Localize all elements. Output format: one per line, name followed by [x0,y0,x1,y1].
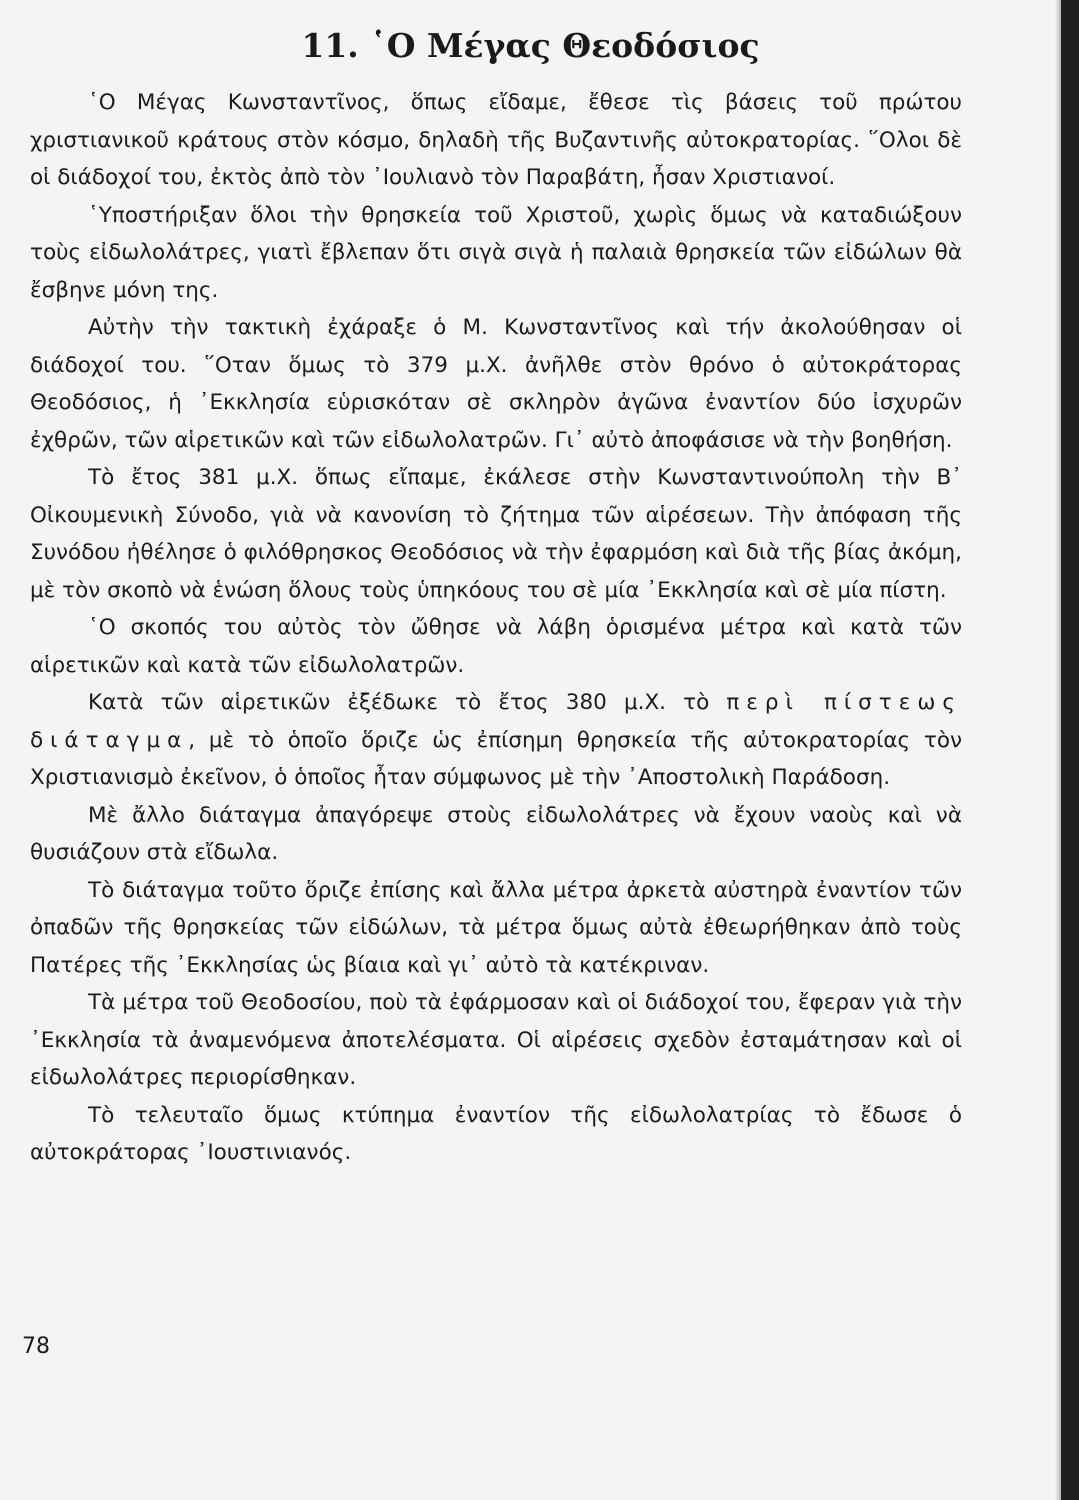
paragraph-3: Αὐτὴν τὴν τακτικὴ ἐχάραξε ὁ Μ. Κωνσταντῖνος καὶ τήν ἀκολούθησαν οἱ διάδοχοί του. ῞Οταν ὅμως τὸ 379 μ.Χ. ἀνῆλθε στὸν θρόνο ὁ αὐτοκράτορας Θεοδόσιος, ἡ ᾿Εκκλησία εὑρισκόταν σὲ σκληρὸν ἀγῶνα ἐναντίον δύο ἰσχυρῶν ἐχθρῶν, τῶν αἱρετικῶν καὶ τῶν εἰδωλολατρῶν. Γι᾿ αὐτὸ ἀποφάσισε νὰ τὴν βοηθήση. [30,315,962,453]
paragraph-4: Τὸ ἔτος 381 μ.Χ. ὅπως εἴπαμε, ἐκάλεσε στὴν Κωνσταντινούπολη τὴν Β᾿ Οἰκουμενικὴ Σύνοδο, γιὰ νὰ κανονίση τὸ ζήτημα τῶν αἱρέσεων. Τὴν ἀπόφαση τῆς Συνόδου ἠθέλησε ὁ φιλόθρησκος Θεοδόσιος νὰ τὴν ἐφαρμόση καὶ διὰ τῆς βίας ἀκόμη, μὲ τὸν σκοπὸ νὰ ἑνώση ὅλους τοὺς ὑπηκόους του σὲ μία ᾿Εκκλησία καὶ σὲ μία πίστη. [30,465,962,603]
paragraph-2: ῾Υποστήριξαν ὅλοι τὴν θρησκεία τοῦ Χριστοῦ, χωρὶς ὅμως νὰ καταδιώξουν τοὺς εἰδωλολάτρες, γιατὶ ἔβλεπαν ὅτι σιγὰ σιγὰ ἡ παλαιὰ θρησκεία τῶν εἰδώλων θὰ ἔσβηνε μόνη της. [30,202,962,303]
decree-text-before: Κατὰ τῶν αἱρετικῶν ἐξέδωκε τὸ ἔτος 380 μ.Χ. τὸ [88,690,727,715]
paragraph-6-decree [30,684,962,797]
paragraph-9: Τὰ μέτρα τοῦ Θεοδοσίου, ποὺ τὰ ἐφάρμοσαν καὶ οἱ διάδοχοί του, ἔφεραν γιὰ τὴν ᾿Εκκλησία τὰ ἀναμενόμενα ἀποτελέσματα. Οἱ αἱρέσεις σχεδὸν ἐσταμάτησαν καὶ οἱ εἰδωλολάτρες περιορίσθηκαν. [30,990,962,1090]
page-number: 78 [22,1334,50,1359]
paragraph-5: ῾Ο σκοπός του αὐτὸς τὸν ὤθησε νὰ λάβη ὁρισμένα μέτρα καὶ κατὰ τῶν αἱρετικῶν καὶ κατὰ τῶν εἰδωλολατρῶν. [30,615,962,678]
chapter-body [30,84,962,1172]
page-edge [1061,0,1079,1500]
paragraph-10: Τὸ τελευταῖο ὅμως κτύπημα ἐναντίον τῆς εἰδωλολατρίας τὸ ἔδωσε ὁ αὐτοκράτορας ᾿Ιουστινιανός. [30,1102,962,1165]
decree-title-spaced: περὶ πίστεως διάταγμα [30,690,962,753]
paragraph-8: Τὸ διάταγμα τοῦτο ὅριζε ἐπίσης καὶ ἄλλα μέτρα ἀρκετὰ αὐστηρὰ ἐναντίον τῶν ὀπαδῶν τῆς θρησκείας τῶν εἰδώλων, τὰ μέτρα ὅμως αὐτὰ ἐθεωρήθηκαν ἀπὸ τοὺς Πατέρες τῆς ᾿Εκκλησίας ὡς βίαια καὶ γι᾿ αὐτὸ τὰ κατέκριναν. [30,877,962,978]
chapter-title: 11. ῾Ο Μέγας Θεοδόσιος [301,26,760,65]
paragraph-1: ῾Ο Μέγας Κωνσταντῖνος, ὅπως εἴδαμε, ἔθεσε τὶς βάσεις τοῦ πρώτου χριστιανικοῦ κράτους στὸν κόσμο, δηλαδὴ τῆς Βυζαντινῆς αὐτοκρατορίας. ῞Ολοι δὲ οἱ διάδοχοί του, ἐκτὸς ἀπὸ τὸν ᾿Ιουλιανὸ τὸν Παραβάτη, ἦσαν Χριστιανοί. [30,90,962,190]
decree-text-after: , μὲ τὸ ὁποῖο ὅριζε ὡς ἐπίσημη θρησκεία τῆς αὐτοκρατορίας τὸν Χριστιανισμὸ ἐκεῖνον, ὁ ὁποῖος ἦταν σύμφωνος μὲ τὴν ᾿Αποστολικὴ Παράδοση. [30,727,962,790]
paragraph-7: Μὲ ἄλλο διάταγμα ἀπαγόρεψε στοὺς εἰδωλολάτρες νὰ ἔχουν ναοὺς καὶ νὰ θυσιάζουν στὰ εἴδωλα. [30,802,962,865]
